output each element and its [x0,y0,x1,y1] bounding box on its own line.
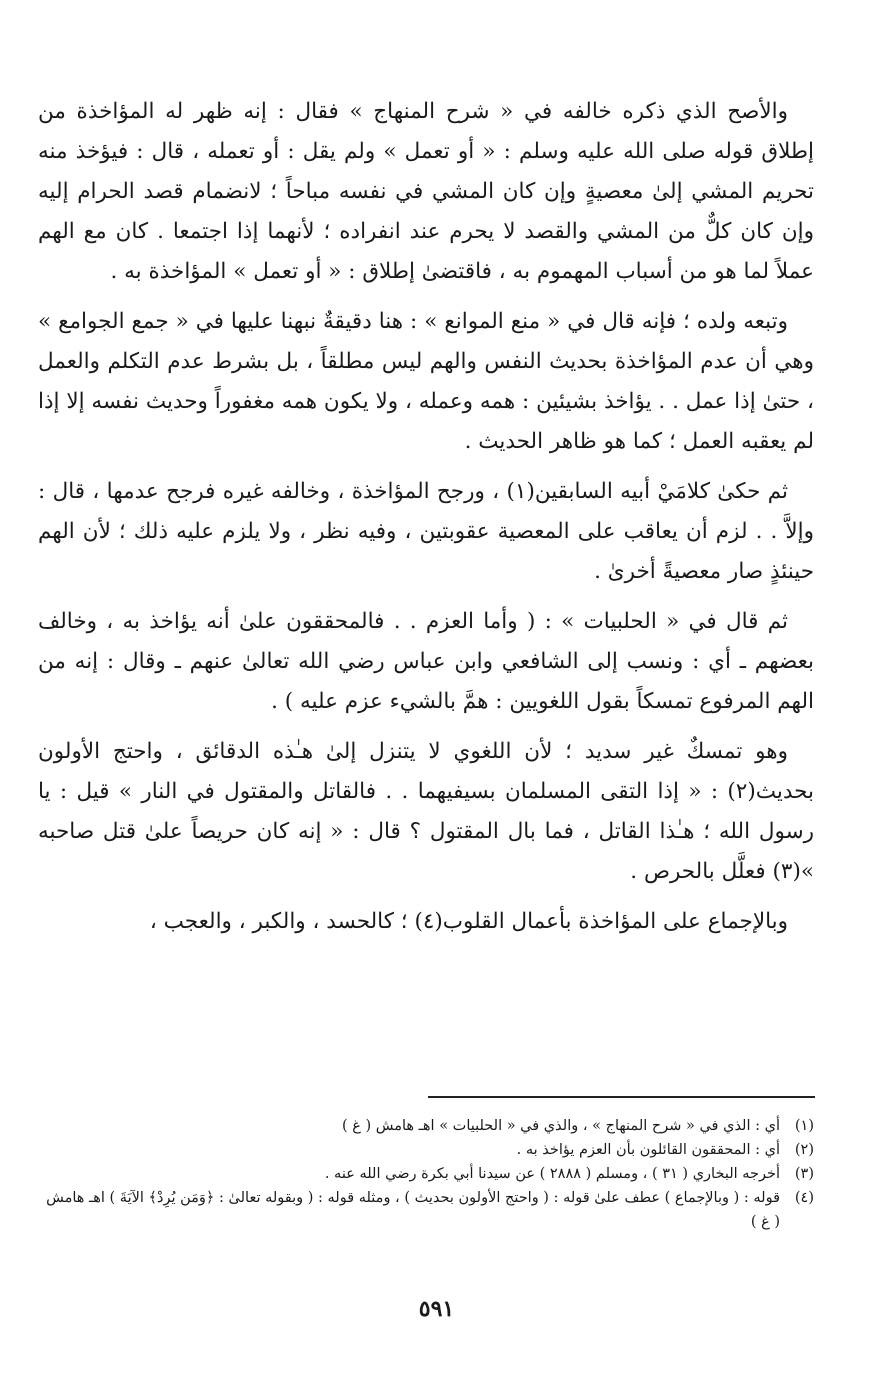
footnote [38,1186,814,1234]
footnote-number: (١) [794,1118,814,1134]
main-text [38,92,814,952]
footnote-text: أخرجه البخاري ( ٣١ ) ، ومسلم ( ٢٨٨٨ ) عن سيدنا أبي بكرة رضي الله عنه . [324,1166,780,1182]
footnotes [38,1114,814,1234]
footnote-text: قوله : ( وبالإجماع ) عطف علىٰ قوله : ( واحتج الأولون بحديث ) ، ومثله قوله : ( وبقوله تعالىٰ : ﴿وَمَن يُرِدْ﴾ الآيَةَ ) اهـ هامش ( غ ) [46,1190,780,1230]
footnote-text: أي : المحققون القائلون بأن العزم يؤاخذ به . [516,1142,780,1158]
footnote-number: (٢) [794,1142,814,1158]
paragraph: وتبعه ولده ؛ فإنه قال في « منع الموانع » : هنا دقيقةٌ نبهنا عليها في « جمع الجوامع » وهي أن عدم المؤاخذة بحديث النفس والهم ليس مطلقاً ، بل بشرط عدم التكلم والعمل ، حتىٰ إذا عمل . . يؤاخذ بشيئين : همه وعمله ، ولا يكون همه مغفوراً وحديث نفسه إلا إذا لم يعقبه العمل ؛ كما هو ظاهر الحديث . [38,309,814,454]
footnote-number: (٣) [794,1166,814,1182]
paragraph: والأصح الذي ذكره خالفه في « شرح المنهاج » فقال : إنه ظهر له المؤاخذة من إطلاق قوله صلى الله عليه وسلم : « أو تعمل » ولم يقل : أو تعمله ، قال : فيؤخذ منه تحريم المشي إلىٰ معصيةٍ وإن كان المشي في نفسه مباحاً ؛ لانضمام قصد الحرام إليه وإن كان كلٌّ من المشي والقصد لا يحرم عند انفراده ؛ لأنهما إذا اجتمعا . كان مع الهم عملاً لما هو من أسباب المهموم به ، فاقتضىٰ إطلاق : « أو تعمل » المؤاخذة به . [38,99,814,284]
paragraph: ثم قال في « الحلبيات » : ( وأما العزم . . فالمحققون علىٰ أنه يؤاخذ به ، وخالف بعضهم ـ أي : ونسب إلى الشافعي وابن عباس رضي الله تعالىٰ عنهم ـ وقال : إنه من الهم المرفوع تمسكاً بقول اللغويين : همَّ بالشيء عزم عليه ) . [38,609,814,714]
footnote [38,1162,814,1186]
paragraph: وبالإجماع على المؤاخذة بأعمال القلوب(٤) ؛ كالحسد ، والكبر ، والعجب ، [149,909,788,934]
footnote [38,1138,814,1162]
paragraph: ثم حكىٰ كلامَيْ أبيه السابقين(١) ، ورجح المؤاخذة ، وخالفه غيره فرجح عدمها ، قال : وإلاَّ . . لزم أن يعاقب على المعصية عقوبتين ، وفيه نظر ، ولا يلزم عليه ذلك ؛ لأن الهم حينئذٍ صار معصيةً أخرىٰ . [38,479,814,584]
footnote-text: أي : الذي في « شرح المنهاج » ، والذي في « الحلبيات » اهـ هامش ( غ ) [341,1118,780,1134]
footnote-separator [428,1096,815,1098]
footnote-number: (٤) [794,1190,814,1206]
footnote [38,1114,814,1138]
page-number: ٥٩١ [418,1296,455,1322]
paragraph: وهو تمسكٌ غير سديد ؛ لأن اللغوي لا يتنزل إلىٰ هـٰذه الدقائق ، واحتج الأولون بحديث(٢) : « إذا التقى المسلمان بسيفيهما . . فالقاتل والمقتول في النار » قيل : يا رسول الله ؛ هـٰذا القاتل ، فما بال المقتول ؟ قال : « إنه كان حريصاً علىٰ قتل صاحبه »(٣) فعلَّل بالحرص . [38,739,814,884]
